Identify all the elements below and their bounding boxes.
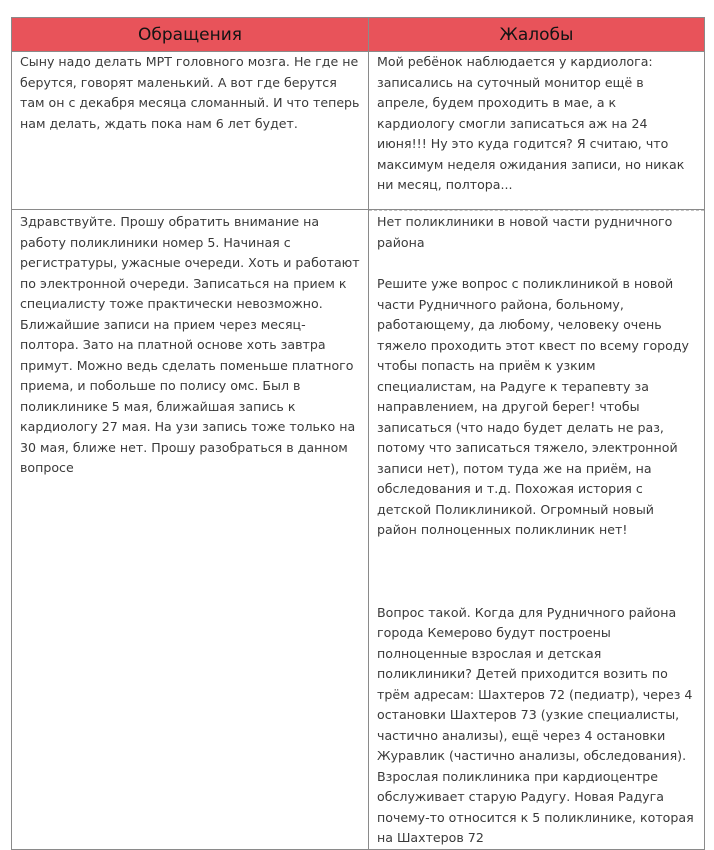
appeal-cell: [12, 52, 369, 210]
complaint-body: Решите уже вопрос с поликлиникой в новой части Рудничного района, больному, работающему, да любому, человеку очень тяжело проходить этот квест по всему городу чтобы попасть на приём к узким специалистам, на Радуге к терапевту за направлением, на другой берег! чтобы записаться (что надо будет делать не раз, потому что записаться тяжело, электронной записи нет), потом туда же на приём, на обследования и т.д. Похожая история с детской Поликлиникой. Огромный новый район полноценных поликлиник нет!: [377, 276, 690, 537]
complaint-text: Мой ребёнок наблюдается у кардиолога: записались на суточный монитор ещё в апреле, будем проходить в мае, а к кардиологу смогли записаться аж на 24 июня!!! Ну это куда годится? Я считаю, что максимум неделя ожидания записи, но никак ни месяц, полтора...: [377, 54, 685, 192]
header-complaints: Жалобы: [369, 18, 705, 52]
table-header-row: [12, 18, 705, 52]
appeal-cell: [12, 210, 369, 850]
appeal-text: Сыну надо делать МРТ головного мозга. Не где не берутся, говорят маленький. А вот где берутся там он с декабря месяца сломанный. И что теперь нам делать, ждать пока нам 6 лет будет.: [20, 54, 360, 131]
complaint-title: Нет поликлиники в новой части рудничного района: [377, 214, 673, 250]
complaint-cell: [369, 52, 705, 210]
complaint-question: Вопрос такой. Когда для Рудничного района города Кемерово будут построены полноценные взрослая и детская поликлиники? Детей приходится возить по трём адресам: Шахтеров 72 (педиатр), через 4 остановки Шахтеров 73 (узкие специалисты, частично анализы), ещё через 4 остановки Журавлик (частично анализы, обследования). Взрослая поликлиника при кардиоцентре обслуживает старую Радугу. Новая Радуга почему-то относится к 5 поликлинике, которая на Шахтеров 72: [377, 604, 694, 845]
page-break-marker: [369, 210, 704, 214]
appeals-complaints-table: [11, 17, 705, 850]
appeal-text: Здравствуйте. Прошу обратить внимание на работу поликлиники номер 5. Начиная с регистратуры, ужасные очереди. Хоть и работают по электронной очереди. Записаться на прием к специалисту тоже практически невозможно. Ближайшие записи на прием через месяц-полтора. Зато на платной основе хоть завтра примут. Можно ведь сделать поменьше платного приема, и побольше по полису омс. Был в поликлинике 5 мая, ближайшая запись к кардиологу 27 мая. На узи запись тоже только на 30 мая, ближе нет. Прошу разобраться в данном вопросе: [20, 214, 360, 475]
table-row: [12, 52, 705, 210]
table-row: [12, 210, 705, 850]
complaint-cell: [369, 210, 705, 850]
header-appeals: Обращения: [12, 18, 369, 52]
